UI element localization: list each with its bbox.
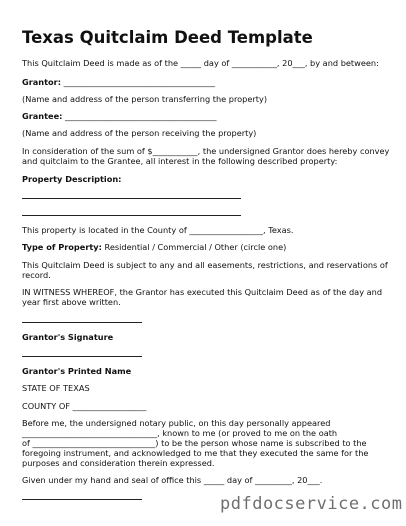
consideration-line-1: In consideration of the sum of $___________, the undersigned Grantor does hereby convey [22, 146, 390, 156]
grantor-note: (Name and address of the person transferring the property) [22, 94, 268, 104]
type-of-property-label: Type of Property: [22, 242, 102, 252]
grantee-note: (Name and address of the person receiving the property) [22, 128, 257, 138]
document-title: Texas Quitclaim Deed Template [22, 28, 313, 47]
property-description-rule-1 [22, 198, 241, 199]
property-description-rule-2 [22, 215, 241, 216]
witness-line-2: year first above written. [22, 297, 121, 307]
grantor-printed-name-rule [22, 356, 142, 357]
subject-line-2: record. [22, 270, 51, 280]
consideration-line-2: and quitclaim to the Grantee, all interest in the following described property: [22, 156, 338, 166]
type-of-property-line [22, 242, 286, 253]
notary-line-2: _________________________________, known to me (or proved to me on the oath [22, 428, 338, 438]
grantor-signature-label: Grantor's Signature [22, 332, 114, 342]
witness-line-1: IN WITNESS WHEREOF, the Grantor has executed this Quitclaim Deed as of the day and [22, 287, 383, 297]
type-of-property-options: Residential / Commercial / Other (circle one) [101, 242, 287, 252]
grantee-label: Grantee: [22, 111, 63, 121]
property-description-label: Property Description: [22, 174, 122, 184]
notary-line-1: Before me, the undersigned notary public, on this day personally appeared [22, 418, 331, 428]
subject-line-1: This Quitclaim Deed is subject to any and all easements, restrictions, and reservations of [22, 260, 388, 270]
state-line: STATE OF TEXAS [22, 383, 90, 393]
intro-line: This Quitclaim Deed is made as of the _____ day of ___________, 20___, by and between: [22, 58, 379, 68]
grantee-blank: _____________________________________ [65, 111, 217, 121]
notary-signature-rule [22, 499, 142, 500]
watermark: pdfdocservice.com [220, 494, 403, 514]
grantor-blank: _____________________________________ [63, 77, 216, 87]
grantor-line [22, 77, 215, 88]
grantor-label: Grantor: [22, 77, 61, 87]
given-under-hand-line: Given under my hand and seal of office this _____ day of _________, 20___. [22, 475, 323, 485]
county-of-line: COUNTY OF __________________ [22, 401, 147, 411]
grantor-printed-name-label: Grantor's Printed Name [22, 366, 132, 376]
notary-line-5: purposes and consideration therein expressed. [22, 458, 215, 468]
county-location-line: This property is located in the County of __________________, Texas. [22, 225, 294, 235]
grantee-line [22, 111, 216, 122]
notary-line-3: of ______________________________) to be the person whose name is subscribed to the [22, 438, 367, 448]
notary-line-4: foregoing instrument, and acknowledged to me that they executed the same for the [22, 448, 369, 458]
grantor-signature-rule [22, 322, 142, 323]
